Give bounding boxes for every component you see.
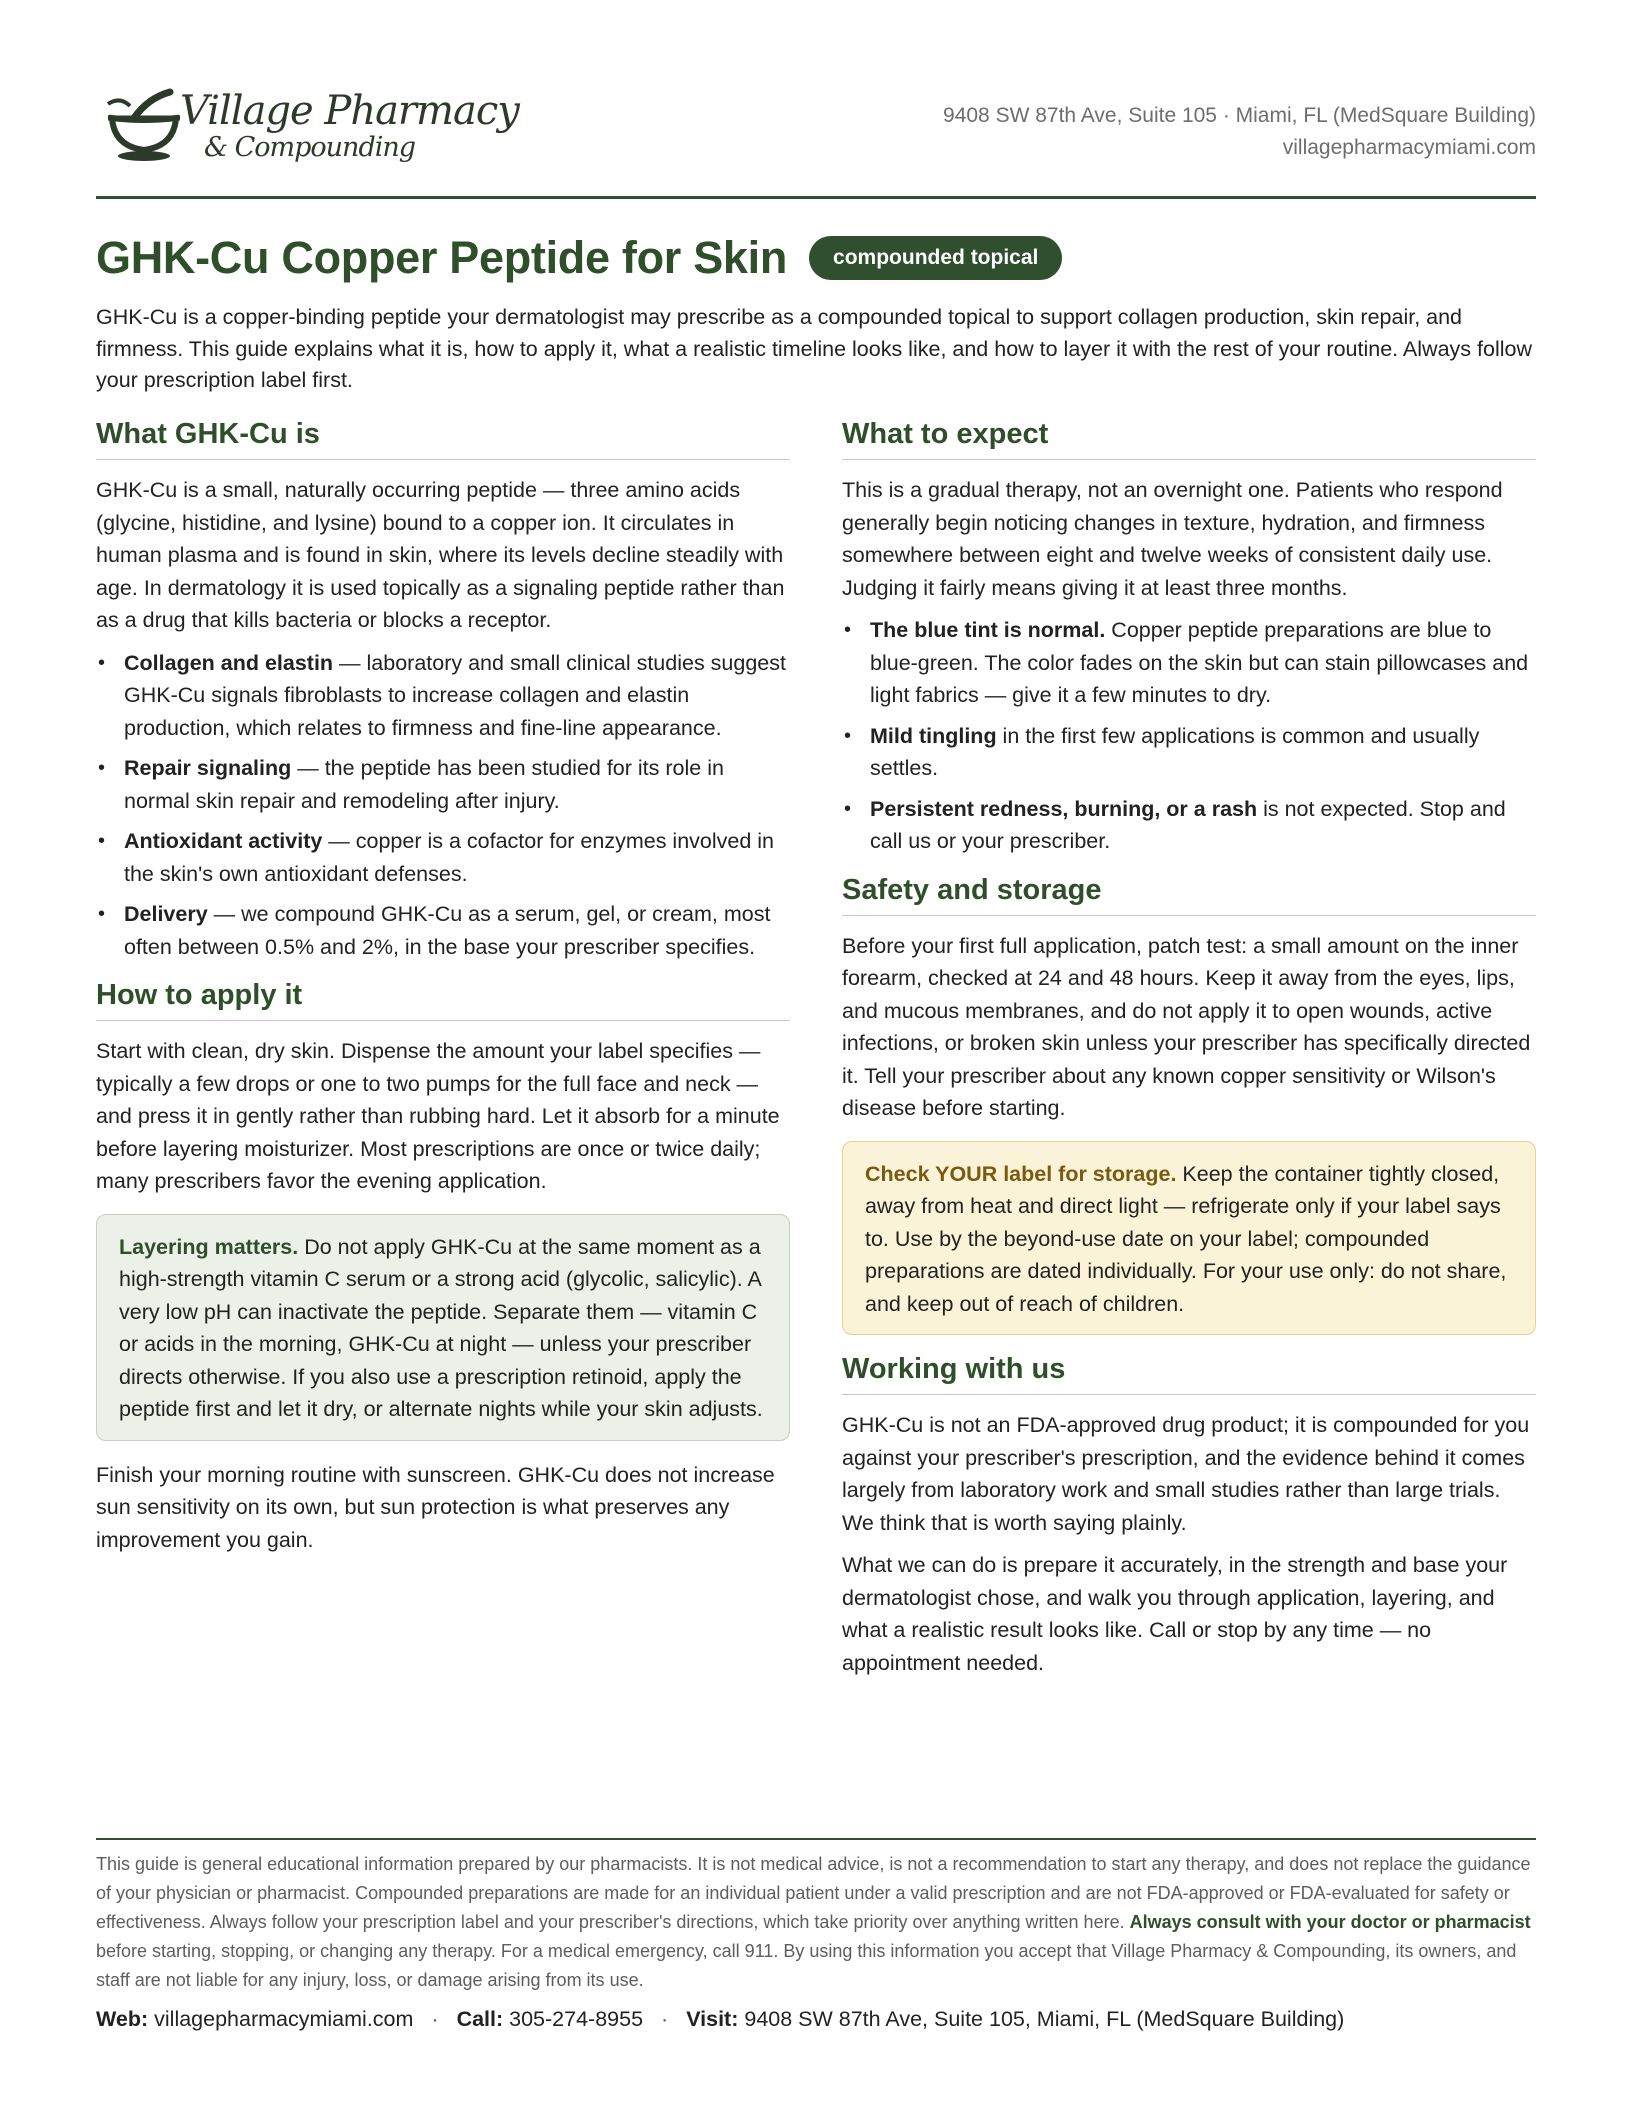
section-heading: Working with us	[842, 1353, 1536, 1395]
section-heading: Safety and storage	[842, 874, 1536, 916]
disclaimer	[96, 1850, 1536, 1995]
bullet-list	[96, 647, 790, 964]
callout-lead: Check YOUR label for storage.	[865, 1161, 1177, 1186]
layering-callout	[96, 1214, 790, 1441]
list-item	[96, 647, 790, 745]
callout-lead: Layering matters.	[119, 1234, 299, 1259]
left-column	[96, 418, 790, 1572]
section-safety	[842, 874, 1536, 1336]
section-body: Before your first full application, patch test: a small amount on the inner forearm, checked at 24 and 48 hours. Keep it away from the eyes, lips, and mucous membranes, and do not apply it to open wounds, active infections, or broken skin unless your prescriber has specifically directed it. Tell your prescriber about any known copper sensitivity or Wilson's disease before starting.	[842, 933, 1531, 1120]
footer-visit-label: Visit:	[686, 2007, 739, 2031]
footer-contact	[96, 2007, 1344, 2032]
footer-web-label: Web:	[96, 2007, 149, 2031]
callout-text: Do not apply GHK-Cu at the same moment as a high-strength vitamin C serum or a strong acid (glycolic, salicylic). A very low pH can inactivate the peptide. Separate them — vitamin C or acids in the morning, GHK-Cu at night — unless your prescriber directs otherwise. If you also use a prescription retinoid, apply the peptide first and let it dry, or alternate nights while your skin adjusts.	[119, 1234, 763, 1421]
footer-address: 9408 SW 87th Ave, Suite 105, Miami, FL (MedSquare Building)	[744, 2007, 1345, 2031]
section-heading: What GHK-Cu is	[96, 418, 790, 460]
bullet-lead: The blue tint is normal.	[870, 618, 1106, 642]
right-column	[842, 418, 1536, 1695]
bullet-lead: Repair signaling	[124, 756, 292, 780]
disclaimer-text: This guide is general educational information prepared by our pharmacists. It is not medical advice, is not a recommendation to start any therapy, and does not replace the guidance of your physician or pharmacist. Compounded preparations are made for an individual patient under a valid prescription and are not FDA-approved or FDA-evaluated for safety or effectiveness. Always follow your prescription label and your prescriber's directions, which take priority over anything written here.	[96, 1854, 1531, 1932]
logo-subtitle: & Compounding	[204, 132, 416, 163]
header-website-link[interactable]: villagepharmacymiami.com	[1282, 136, 1536, 159]
bullet-lead: Delivery	[124, 902, 208, 926]
bullet-text: in the first few applications is common and usually settles.	[870, 723, 1480, 780]
list-item	[842, 720, 1536, 785]
section-body: GHK-Cu is not an FDA-approved drug product; it is compounded for you against your prescriber's prescription, and the evidence behind it comes largely from laboratory work and small studies rather than large trials. We think that is worth saying plainly.	[842, 1413, 1530, 1535]
list-item	[96, 898, 790, 963]
footer-separator: ·	[431, 2007, 439, 2031]
footer-separator: ·	[661, 2007, 669, 2031]
logo	[104, 84, 519, 166]
section-heading: What to expect	[842, 418, 1536, 460]
bullet-lead: Antioxidant activity	[124, 829, 323, 853]
section-working	[842, 1353, 1536, 1679]
section-heading: How to apply it	[96, 979, 790, 1021]
header	[96, 84, 1536, 168]
bullet-text: Copper peptide preparations are blue to blue-green. The color fades on the skin but can stain pillowcases and light fabrics — give it a few minutes to dry.	[870, 618, 1529, 707]
section-apply	[96, 979, 790, 1556]
section-body: This is a gradual therapy, not an overnight one. Patients who respond generally begin noticing changes in texture, hydration, and firmness somewhere between eight and twelve weeks of consistent daily use. Judging it fairly means giving it at least three months.	[842, 478, 1503, 600]
disclaimer-emphasis: Always consult with your doctor or pharmacist	[1129, 1912, 1531, 1932]
section-body-after: Finish your morning routine with sunscreen. GHK-Cu does not increase sun sensitivity on its own, but sun protection is what preserves any improvement you gain.	[96, 1462, 775, 1552]
bullet-list	[842, 614, 1536, 858]
footer-web-link[interactable]: villagepharmacymiami.com	[154, 2007, 414, 2031]
header-address: 9408 SW 87th Ave, Suite 105 · Miami, FL (MedSquare Building)	[943, 104, 1536, 127]
disclaimer-text: before starting, stopping, or changing any therapy. For a medical emergency, call 911. By using this information you accept that Village Pharmacy & Compounding, its owners, and staff are not liable for any injury, loss, or damage arising from its use.	[96, 1941, 1517, 1990]
bullet-text: is not expected. Stop and call us or your prescriber.	[870, 796, 1506, 853]
section-body: GHK-Cu is a small, naturally occurring peptide — three amino acids (glycine, histidine, and lysine) bound to a copper ion. It circulates in human plasma and is found in skin, where its levels decline steadily with age. In dermatology it is used topically as a signaling peptide rather than as a drug that kills bacteria or blocks a receptor.	[96, 478, 785, 632]
header-divider	[96, 196, 1536, 199]
list-item	[842, 614, 1536, 712]
list-item	[96, 752, 790, 817]
logo-name: Village Pharmacy	[180, 88, 519, 134]
intro-paragraph: GHK-Cu is a copper-binding peptide your dermatologist may prescribe as a compounded topical to support collagen production, skin repair, and firmness. This guide explains what it is, how to apply it, what a realistic timeline looks like, and how to layer it with the rest of your routine. Always follow your prescription label first.	[96, 305, 1532, 392]
category-badge: compounded topical	[809, 236, 1062, 280]
bullet-lead: Persistent redness, burning, or a rash	[870, 796, 1258, 821]
section-body: What we can do is prepare it accurately, in the strength and base your dermatologist chose, and walk you through application, layering, and what a realistic result looks like. Call or stop by any time — no appointment needed.	[842, 1553, 1508, 1675]
page-title: GHK-Cu Copper Peptide for Skin	[96, 232, 788, 283]
bullet-text: — copper is a cofactor for enzymes involved in the skin's own antioxidant defenses.	[124, 829, 775, 886]
footer-divider	[96, 1838, 1536, 1840]
section-body: Start with clean, dry skin. Dispense the amount your label specifies — typically a few drops or one to two pumps for the full face and neck — and press it in gently rather than rubbing hard. Let it absorb for a minute before layering moisturizer. Most prescriptions are once or twice daily; many prescribers favor the evening application.	[96, 1039, 780, 1193]
storage-callout	[842, 1141, 1536, 1336]
document-page	[96, 0, 1536, 2112]
bullet-text: — the peptide has been studied for its role in normal skin repair and remodeling after injury.	[124, 756, 724, 813]
section-what	[96, 418, 790, 963]
list-item	[96, 825, 790, 890]
bullet-lead: Collagen and elastin	[124, 650, 334, 675]
callout-text: Keep the container tightly closed, away from heat and direct light — refrigerate only if your label says to. Use by the beyond-use date on your label; compounded preparations are dated individually. For your use only: do not share, and keep out of reach of children.	[865, 1161, 1507, 1316]
list-item	[842, 793, 1536, 858]
footer-phone-link[interactable]: 305-274-8955	[509, 2007, 644, 2031]
header-contact	[943, 100, 1536, 164]
bullet-lead: Mild tingling	[870, 723, 997, 748]
bullet-text: — we compound GHK-Cu as a serum, gel, or cream, most often between 0.5% and 2%, in the base your prescriber specifies.	[124, 902, 771, 959]
footer-call-label: Call:	[456, 2007, 504, 2031]
section-expect	[842, 418, 1536, 858]
mortar-and-pestle-icon	[104, 88, 184, 164]
title-row	[96, 228, 1062, 288]
bullet-text: — laboratory and small clinical studies suggest GHK-Cu signals fibroblasts to increase collagen and elastin production, which relates to firmness and fine-line appearance.	[124, 650, 786, 740]
